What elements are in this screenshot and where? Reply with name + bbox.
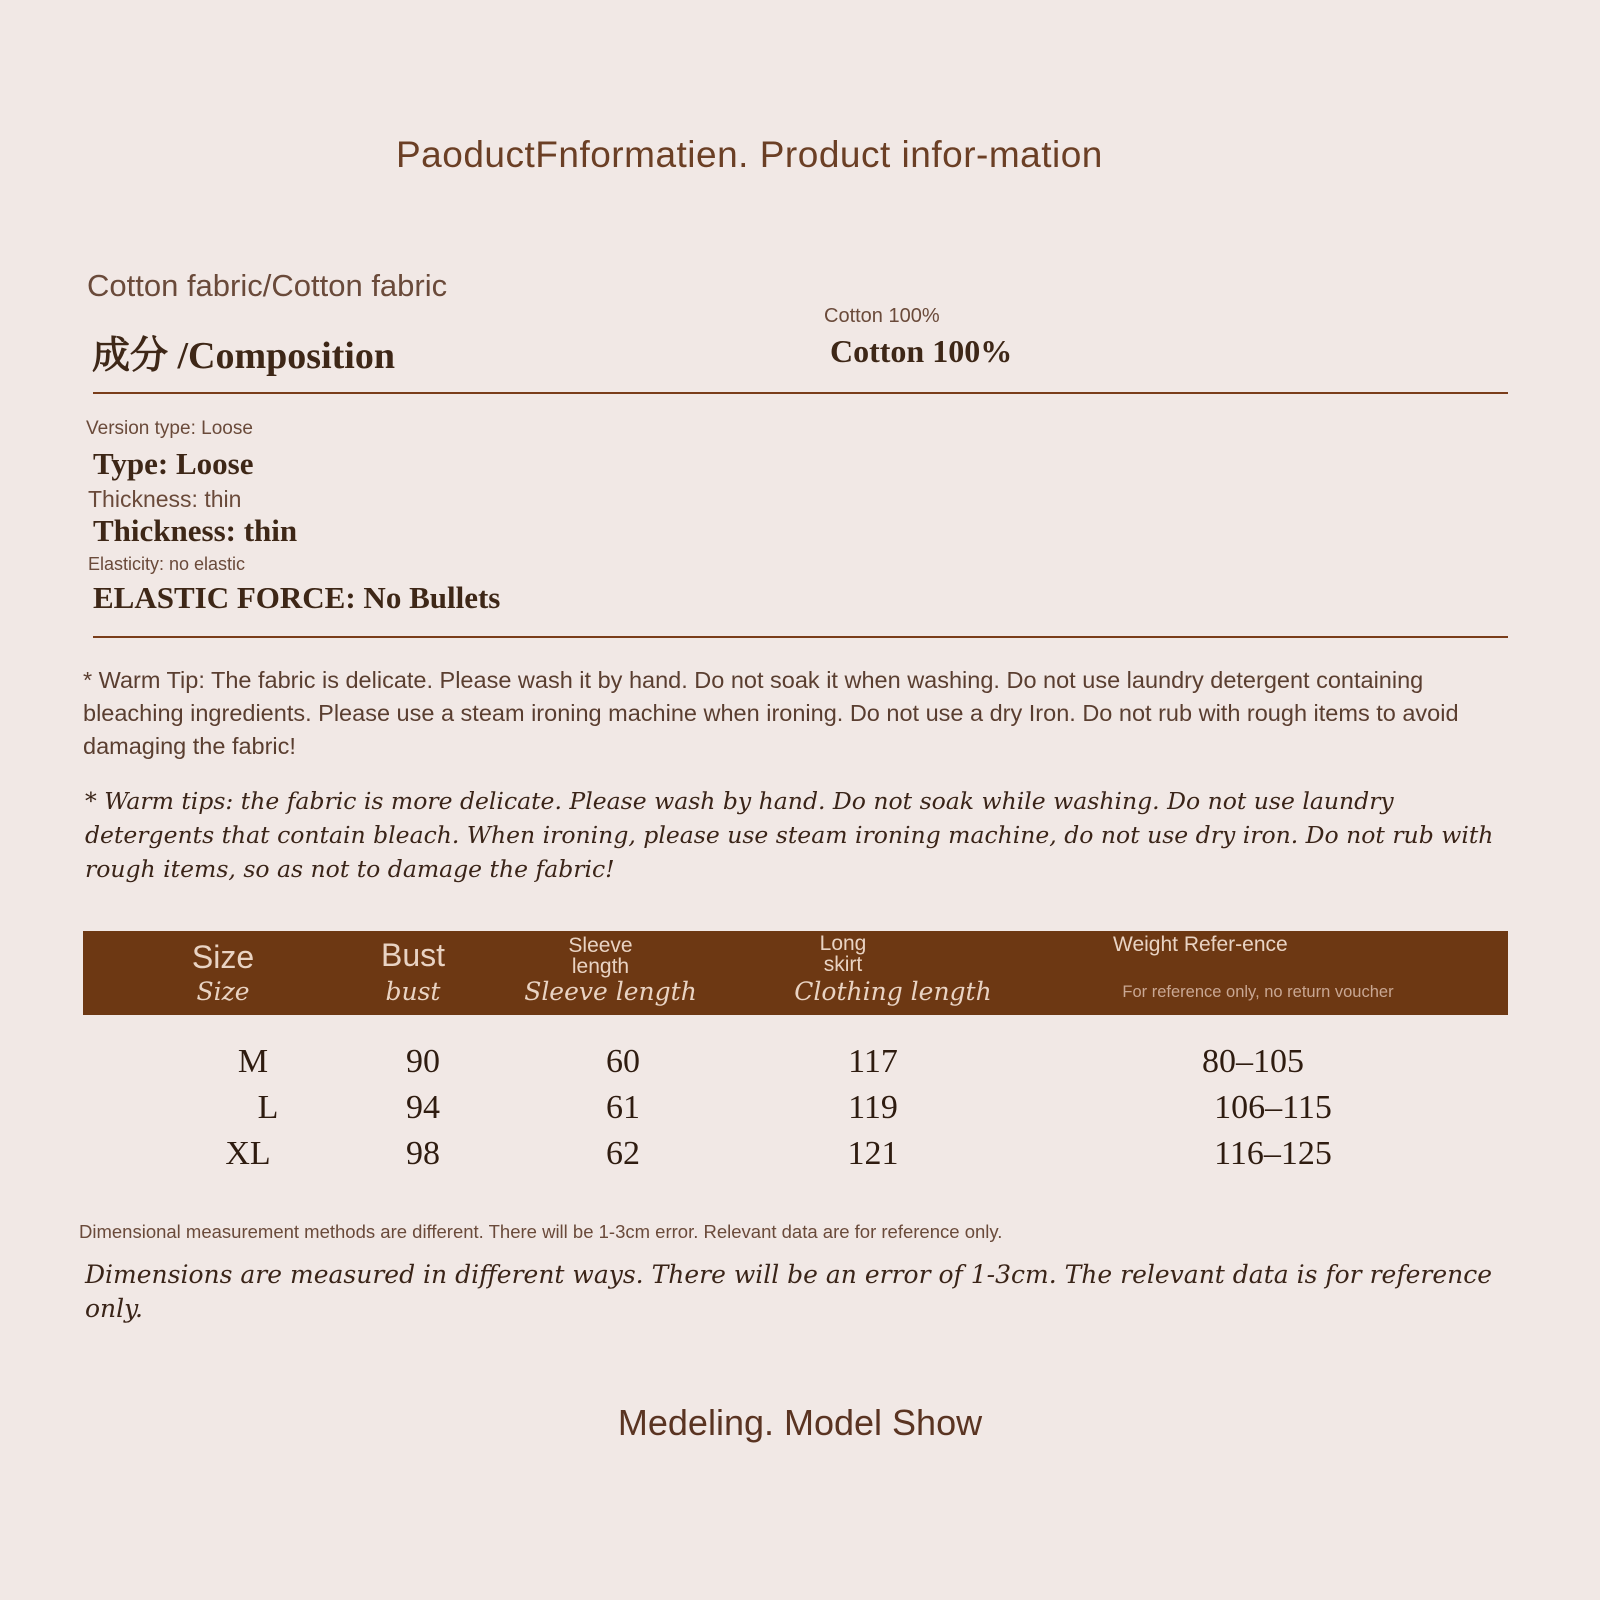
cell-size: L [257, 1089, 279, 1126]
elasticity-small: Elasticity: no elastic [88, 554, 246, 574]
cell-length: 117 [848, 1043, 898, 1080]
model-show-heading: Medeling. Model Show [617, 1402, 983, 1443]
header-length-sub: Clothing length [794, 977, 992, 1006]
header-bust: Bust [380, 937, 446, 973]
table-row [83, 1043, 1508, 1087]
header-sleeve-sub: Sleeve length [524, 977, 697, 1006]
thickness: Thickness: thin [93, 513, 298, 548]
warm-tip-italic: * Warm tips: the fabric is more delicate. Please wash by hand. Do not soak while washing. Do not use laundry detergents that contain bleach. When ironing, please use steam ironing machine, do not use dry iron. Do not rub with rough items, so as not to damage the fabric! [85, 787, 1494, 883]
table-row [83, 1089, 1508, 1133]
cell-length: 119 [848, 1089, 898, 1126]
header-weight-sub: For reference only, no return voucher [1122, 983, 1394, 1001]
header-size-sub: Size [196, 977, 250, 1006]
cell-bust: 90 [406, 1043, 440, 1080]
divider [93, 636, 1508, 638]
cell-weight: 116–125 [1214, 1135, 1332, 1172]
dimension-note-small: Dimensional measurement methods are different. There will be 1-3cm error. Relevant data are for reference only. [79, 1221, 1003, 1242]
cell-weight: 106–115 [1214, 1089, 1332, 1126]
header-sleeve: Sleeve length [568, 934, 633, 978]
divider [93, 392, 1508, 394]
warm-tip: * Warm Tip: The fabric is delicate. Please wash it by hand. Do not soak it when washing. Do not use laundry detergent containing bleaching ingredients. Please use a steam ironing machine when ironing. Do not use a dry Iron. Do not rub with rough items to avoid damaging the fabric! [83, 667, 1459, 759]
fabric-label: Cotton fabric/Cotton fabric [87, 268, 448, 303]
version-type-small: Version type: Loose [86, 418, 253, 439]
header-bust-sub: bust [385, 977, 441, 1006]
table-row [83, 1135, 1508, 1179]
cotton-percent-small: Cotton 100% [824, 305, 940, 327]
header-length: Long skirt [819, 932, 867, 976]
cell-length: 121 [847, 1135, 899, 1172]
cell-size: M [237, 1043, 269, 1080]
size-table-header [83, 931, 1508, 1015]
thickness-small: Thickness: thin [88, 486, 242, 512]
cell-bust: 98 [406, 1135, 440, 1172]
cell-size: XL [225, 1135, 271, 1172]
cotton-percent: Cotton 100% [830, 333, 1013, 369]
elasticity: ELASTIC FORCE: No Bullets [93, 580, 501, 615]
page-title: PaoductFnformatien. Product infor-mation [396, 134, 1103, 175]
header-weight: Weight Refer-ence [1113, 933, 1288, 956]
composition-label: 成分 /Composition [92, 335, 395, 377]
cell-weight: 80–105 [1202, 1043, 1304, 1080]
header-size: Size [191, 939, 255, 975]
cell-bust: 94 [406, 1089, 440, 1126]
cell-sleeve: 62 [606, 1135, 640, 1172]
cell-sleeve: 61 [606, 1089, 640, 1126]
version-type: Type: Loose [93, 446, 254, 481]
cell-sleeve: 60 [606, 1043, 640, 1080]
dimension-note: Dimensions are measured in different ways. There will be an error of 1-3cm. The relevant data is for reference only. [85, 1260, 1493, 1323]
